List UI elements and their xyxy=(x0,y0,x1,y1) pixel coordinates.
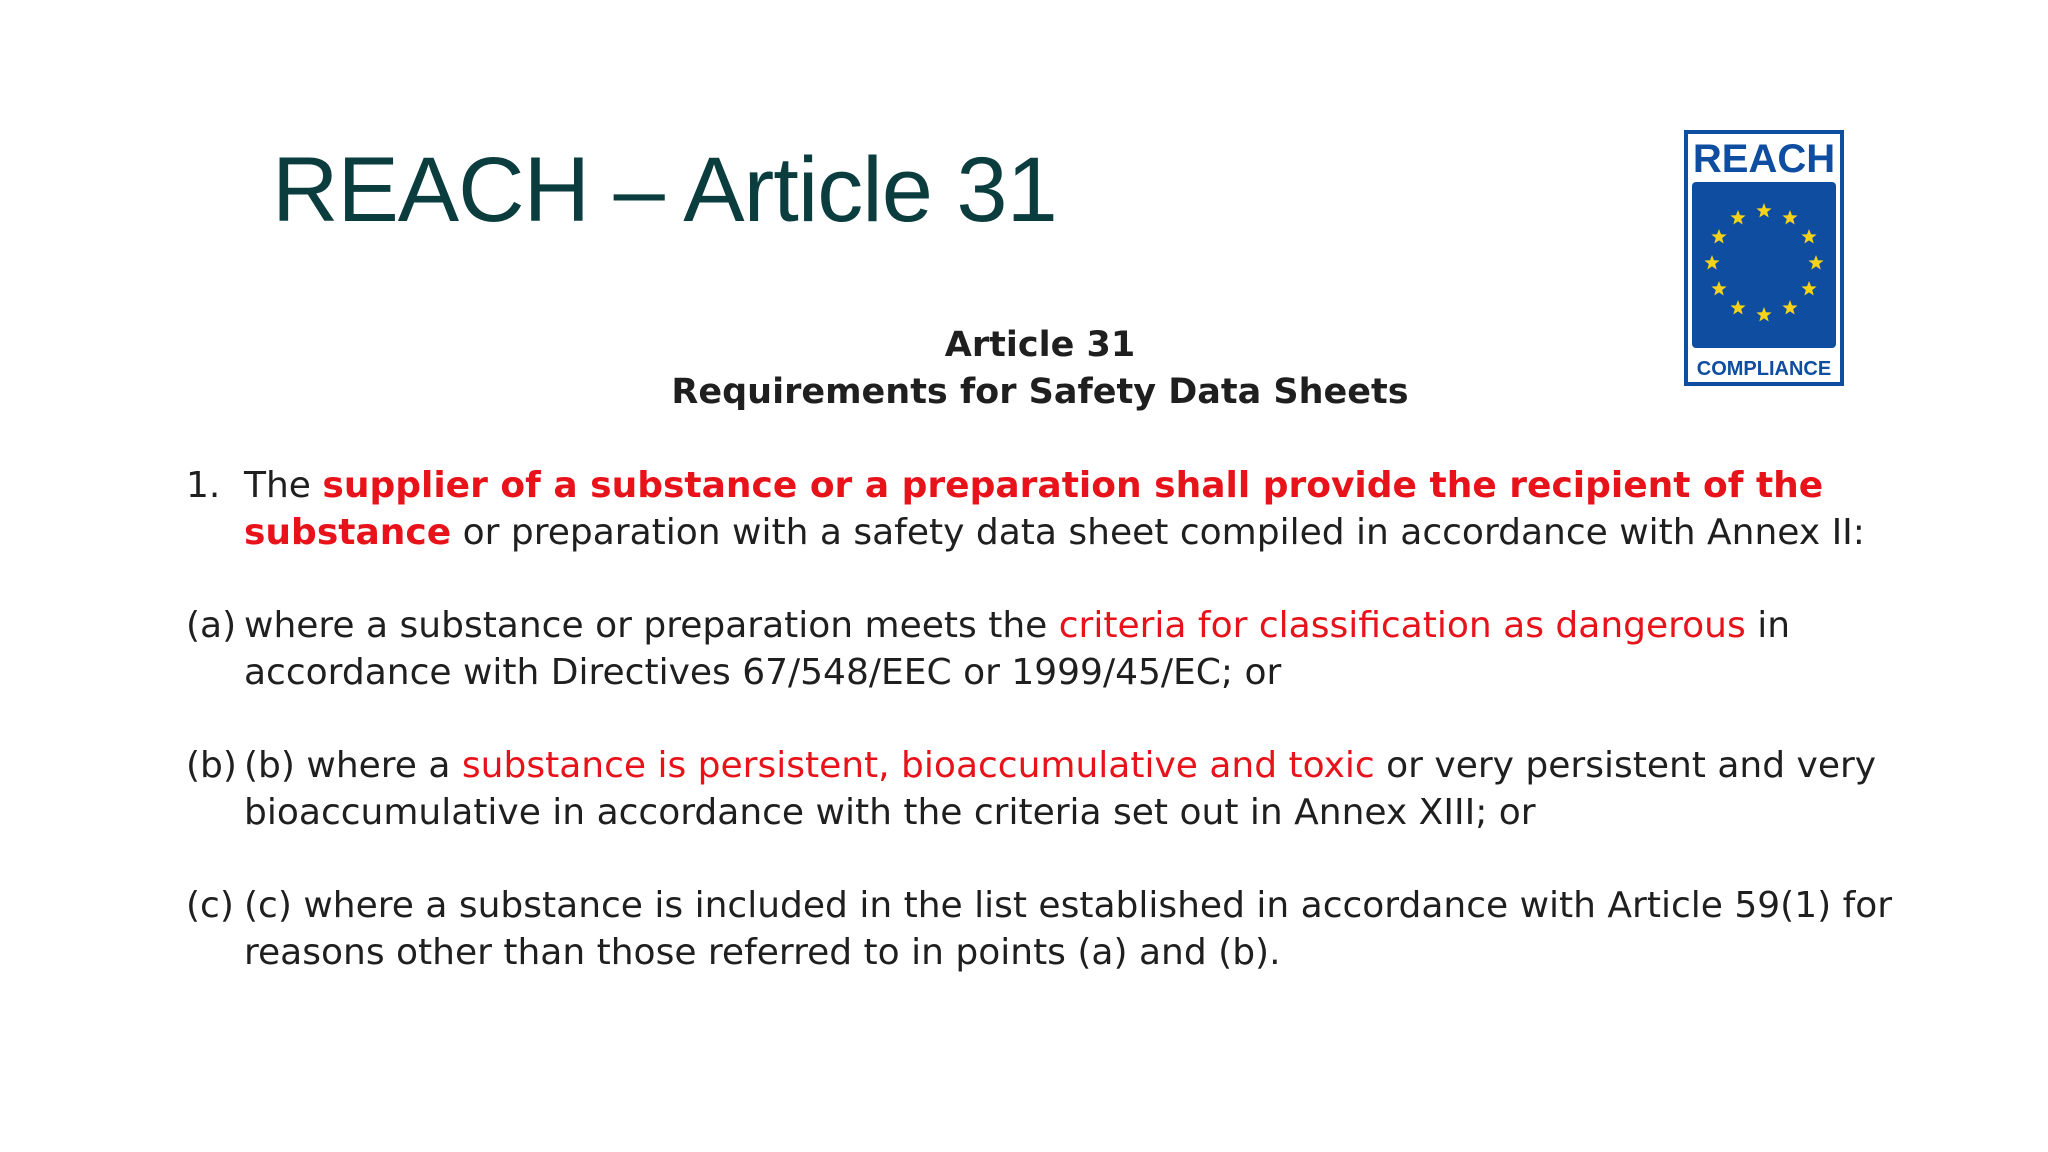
list-marker: (a) xyxy=(186,605,237,646)
list-item-1 xyxy=(186,462,1906,556)
slide-title: REACH – Article 31 xyxy=(272,139,1057,241)
item-line: accordance with Directives 67/548/EEC or 1999/45/EC; or xyxy=(244,652,1282,693)
highlight-text: substance xyxy=(244,512,452,553)
highlight-text: substance is persistent, bioaccumulative and toxic xyxy=(461,745,1375,786)
list-item-b xyxy=(186,742,1906,836)
logo-bottom-text: COMPLIANCE xyxy=(1696,358,1832,380)
item-line xyxy=(244,742,1906,789)
list-marker: (c) xyxy=(186,885,234,926)
item-line: reasons other than those referred to in points (a) and (b). xyxy=(244,932,1281,973)
reach-compliance-logo xyxy=(1684,130,1844,386)
list-marker: 1. xyxy=(186,465,221,506)
item-line: bioaccumulative in accordance with the criteria set out in Annex XIII; or xyxy=(244,792,1536,833)
item-line: (c) where a substance is included in the list established in accordance with Article 59(1) for xyxy=(244,885,1893,926)
item-text: or very persistent and very xyxy=(1374,745,1877,786)
highlight-text: criteria for classification as dangerous xyxy=(1058,605,1746,646)
item-text: or preparation with a safety data sheet compiled in accordance with Annex II: xyxy=(451,512,1865,553)
item-text: in xyxy=(1745,605,1791,646)
item-line xyxy=(244,509,1906,556)
list-marker: (b) xyxy=(186,745,237,786)
item-line xyxy=(244,602,1906,649)
item-text: where a substance or preparation meets the xyxy=(244,605,1059,646)
logo-top-text: REACH xyxy=(1692,137,1836,181)
article-heading xyxy=(640,322,1440,416)
article-number: Article 31 xyxy=(944,325,1136,365)
article-list xyxy=(186,462,1906,1022)
list-item-c xyxy=(186,882,1906,976)
item-text: (b) where a xyxy=(244,745,462,786)
highlight-text: supplier of a substance or a preparation shall provide the recipient of the xyxy=(322,465,1824,506)
item-line xyxy=(244,462,1906,509)
article-subtitle: Requirements for Safety Data Sheets xyxy=(671,372,1409,412)
item-text: The xyxy=(244,465,323,506)
list-item-a xyxy=(186,602,1906,696)
